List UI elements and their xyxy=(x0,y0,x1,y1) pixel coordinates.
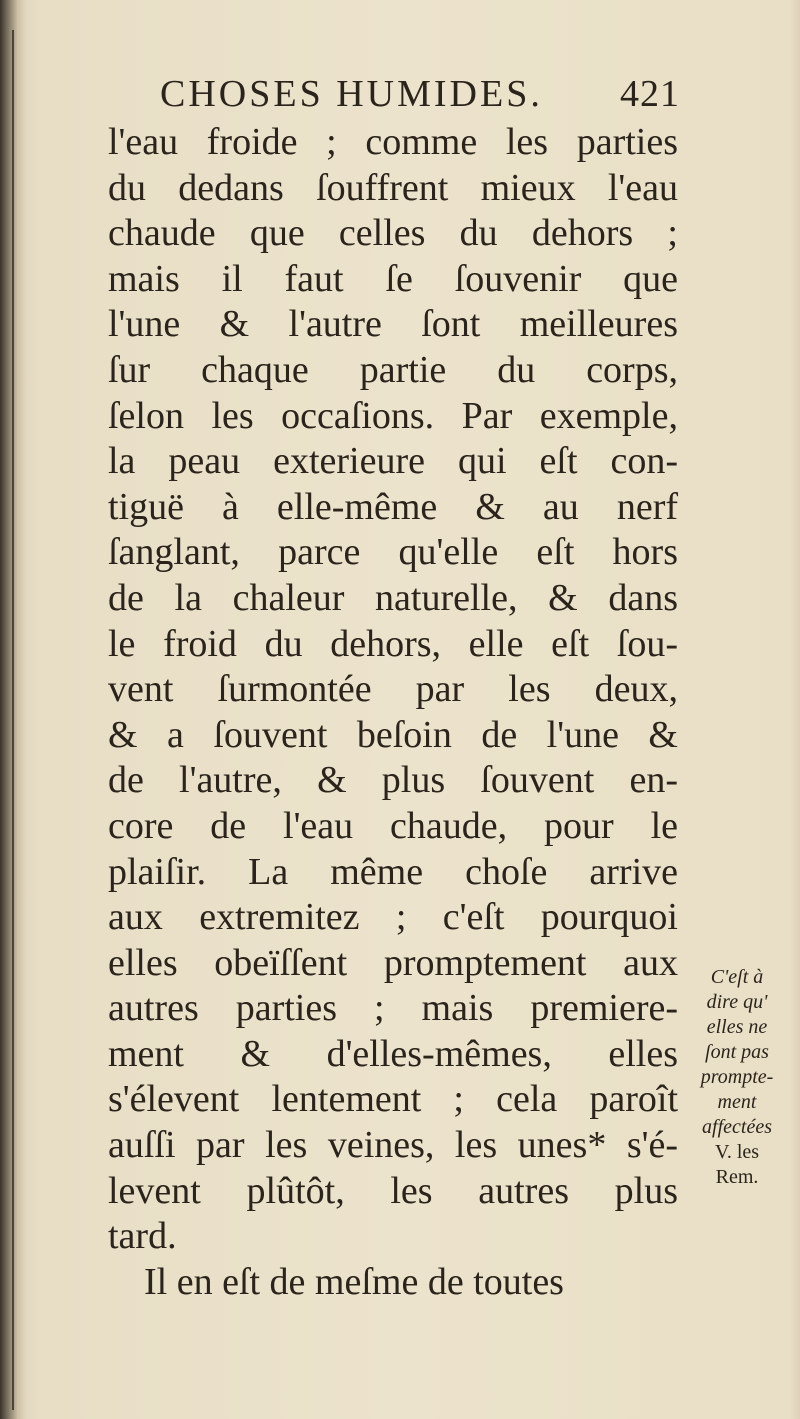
text-line: ſanglant, parce qu'elle eſt hors xyxy=(108,531,678,574)
marginal-note xyxy=(682,965,792,1190)
text-line: levent plûtôt, les autres plus xyxy=(108,1169,678,1212)
marginal-line: elles ne xyxy=(706,1016,768,1038)
text-line: core de l'eau chaude, pour le xyxy=(108,804,678,847)
text-line: le froid du dehors, elle eſt ſou- xyxy=(108,622,678,665)
text-line: autres parties ; mais premiere- xyxy=(108,987,678,1030)
text-line: ſur chaque partie du corps, xyxy=(108,348,678,391)
marginal-line: Rem. xyxy=(715,1166,759,1188)
text-line: de la chaleur naturelle, & dans xyxy=(108,576,678,619)
marginal-line: ſont pas xyxy=(705,1041,769,1063)
marginal-line: V. les xyxy=(714,1141,760,1163)
text-line: l'eau froide ; comme les parties xyxy=(108,121,678,163)
text-line: mais il faut ſe ſouvenir que xyxy=(108,257,678,300)
text-line: ſelon les occaſions. Par exemple, xyxy=(108,394,678,437)
text-line: vent ſurmontée par les deux, xyxy=(108,668,678,711)
marginal-line: prompte- xyxy=(700,1066,774,1088)
running-header xyxy=(160,72,680,120)
main-text xyxy=(108,120,678,1305)
text-line: aux extremitez ; c'eſt pourquoi xyxy=(108,896,678,939)
book-gutter xyxy=(0,0,26,1419)
marginal-line: ment xyxy=(717,1091,757,1113)
text-line: tard. xyxy=(108,1215,177,1258)
text-line: ment & d'elles-mêmes, elles xyxy=(108,1032,678,1075)
text-line: auſſi par les veines, les unes* s'é- xyxy=(108,1124,678,1167)
marginal-line: dire qu' xyxy=(706,991,768,1013)
text-line: de l'autre, & plus ſouvent en- xyxy=(108,759,678,802)
text-line: chaude que celles du dehors ; xyxy=(108,212,678,255)
text-line: plaiſir. La même choſe arrive xyxy=(108,850,678,893)
marginal-line: affectées xyxy=(702,1116,772,1138)
text-line: s'élevent lentement ; cela paroît xyxy=(108,1078,678,1121)
text-line: Il en eſt de meſme de toutes xyxy=(144,1260,564,1303)
text-line: du dedans ſouffrent mieux l'eau xyxy=(108,166,678,209)
binding-edge xyxy=(12,30,14,1410)
running-title: CHOSES HUMIDES. xyxy=(160,73,543,115)
text-line: l'une & l'autre ſont meilleures xyxy=(108,303,678,346)
text-line: tiguë à elle-même & au nerf xyxy=(108,485,678,528)
marginal-line: C'eſt à xyxy=(710,966,764,988)
text-line: elles obeïſſent promptement aux xyxy=(108,941,678,984)
text-line: la peau exterieure qui eſt con- xyxy=(108,440,678,483)
text-line: & a ſouvent beſoin de l'une & xyxy=(108,713,678,756)
page-number: 421 xyxy=(620,73,680,115)
